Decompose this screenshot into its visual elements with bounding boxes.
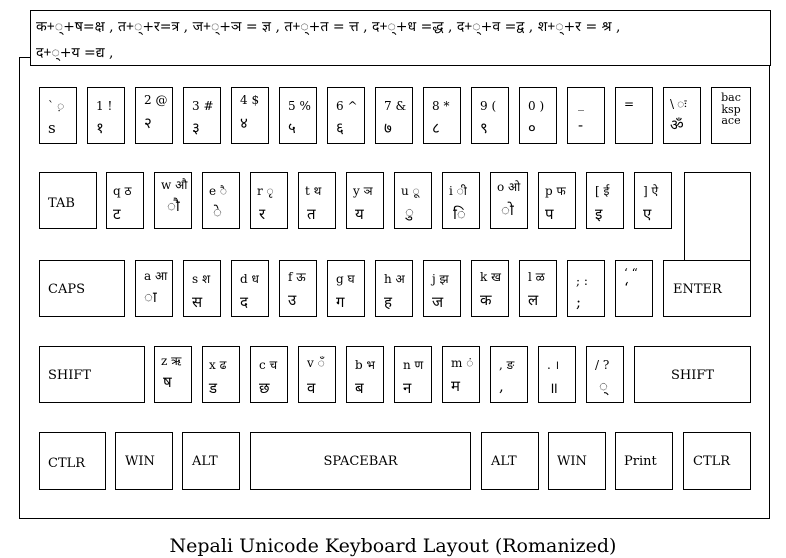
key-2[interactable] — [135, 87, 173, 144]
key-quote[interactable] — [615, 260, 653, 317]
key-bottom-label: १ — [96, 119, 104, 137]
conjunct-box — [30, 10, 771, 66]
shift-right-label: SHIFT — [670, 368, 715, 383]
key-top-label: ‘ “ — [624, 266, 638, 280]
key-top-label: t थ — [305, 184, 322, 198]
key-top-label: k ख — [480, 270, 501, 284]
win-right-key[interactable] — [548, 432, 606, 490]
backspace-label: bac ksp ace — [721, 91, 741, 128]
key-s[interactable] — [183, 260, 221, 317]
key-bottom-label: य — [355, 205, 364, 223]
conjunct-line-1: क+्+ष=क्ष , त+्+र=त्र , ज+्+ञ = ज्ञ , त+्+त = त्त , द+्+ध =द्ध , द+्+व =द्व , श+्+र = श्र , — [36, 19, 621, 35]
key-top-label: b भ — [355, 358, 375, 372]
figure-caption: Nepali Unicode Keyboard Layout (Romanized) — [169, 535, 617, 557]
key-o[interactable] — [490, 172, 528, 229]
conjunct-line-2: द+्+य =द्य , — [36, 45, 114, 61]
key-top-label: \ ः — [670, 97, 687, 111]
key-top-label: s श — [192, 272, 211, 286]
key-top-label: o ओ — [497, 180, 521, 194]
key-t[interactable] — [298, 172, 336, 229]
key-bottom-label: ३ — [192, 119, 200, 137]
key-6[interactable] — [327, 87, 365, 144]
key-equals[interactable] — [615, 87, 653, 144]
key-bottom-label: ‘ — [624, 279, 629, 297]
key-p[interactable] — [538, 172, 576, 229]
key-bottom-label: ८ — [432, 119, 440, 137]
key-top-label: 1 ! — [96, 99, 113, 113]
key-top-label: g घ — [336, 272, 355, 286]
key-bottom-label: २ — [144, 114, 152, 132]
key-bottom-label: म — [451, 377, 460, 395]
key-bottom-label: ० — [528, 119, 536, 137]
backspace-key[interactable] — [711, 87, 751, 144]
key-top-label: 4 $ — [240, 93, 260, 107]
key-top-label: i ी — [449, 184, 467, 198]
key-l[interactable] — [519, 260, 557, 317]
caps-key[interactable] — [39, 260, 125, 317]
key-bottom-label: छ — [259, 379, 270, 397]
key-bottom-label: े — [213, 203, 222, 221]
key-top-label: ] ऐ — [643, 184, 659, 198]
key-r[interactable] — [250, 172, 288, 229]
key-bottom-label: ६ — [336, 119, 344, 137]
key-top-label: d ध — [240, 272, 259, 286]
key-3[interactable] — [183, 87, 221, 144]
print-label: Print — [624, 454, 657, 469]
key-bottom-label: ड — [209, 379, 218, 397]
key-i[interactable] — [442, 172, 480, 229]
key-bottom-label: ४ — [240, 114, 248, 132]
key-g[interactable] — [327, 260, 365, 317]
key-bottom-label: s — [48, 119, 56, 137]
key-top-label: n ण — [403, 358, 424, 372]
key-top-label: 7 & — [384, 99, 407, 113]
key-top-label: 9 ( — [480, 99, 497, 113]
key-a[interactable] — [135, 260, 173, 317]
key-top-label: w औ — [161, 178, 188, 192]
ctrl-right-label: CTLR — [693, 454, 731, 469]
key-bottom-label: प — [545, 205, 554, 223]
key-top-label: y ञ — [353, 184, 373, 198]
key-b[interactable] — [346, 346, 384, 403]
key-bottom-label: ९ — [480, 119, 488, 137]
tab-key-label: TAB — [48, 196, 75, 211]
key-left-bracket[interactable] — [586, 172, 624, 229]
win-right-label: WIN — [557, 454, 587, 469]
key-top-label: [ ई — [595, 184, 610, 198]
key-top-label: 0 ) — [528, 99, 545, 113]
key-x[interactable] — [202, 346, 240, 403]
key-bottom-label: ौ — [167, 197, 180, 215]
key-9[interactable] — [471, 87, 509, 144]
key-right-bracket[interactable] — [634, 172, 672, 229]
key-top-label: v ँ — [307, 356, 325, 370]
key-period[interactable] — [538, 346, 576, 403]
key-z[interactable] — [154, 346, 192, 403]
key-j[interactable] — [423, 260, 461, 317]
key-m[interactable] — [442, 346, 480, 403]
key-k[interactable] — [471, 260, 509, 317]
key-5[interactable] — [279, 87, 317, 144]
key-bottom-label: त — [307, 205, 316, 223]
key-bottom-label: र — [259, 205, 266, 223]
key-top-label: a आ — [144, 269, 168, 283]
key-8[interactable] — [423, 87, 461, 144]
key-d[interactable] — [231, 260, 269, 317]
key-top-label: c च — [259, 358, 278, 372]
enter-key-label: ENTER — [673, 282, 722, 297]
key-top-label: h अ — [384, 272, 405, 286]
alt-right-label: ALT — [491, 454, 517, 469]
key-top-label: j झ — [432, 272, 449, 286]
key-c[interactable] — [250, 346, 288, 403]
key-top-label: ` ़ — [48, 99, 65, 113]
shift-left-key[interactable] — [39, 346, 145, 403]
key-top-label: _ — [578, 97, 584, 111]
alt-right-key[interactable] — [481, 432, 539, 490]
key-minus[interactable] — [567, 87, 605, 144]
key-top-label: 3 # — [192, 99, 214, 113]
key-top-label: , ङ — [499, 358, 515, 372]
key-bottom-label: ह — [384, 293, 392, 311]
key-comma[interactable] — [490, 346, 528, 403]
key-v[interactable] — [298, 346, 336, 403]
win-left-key[interactable] — [115, 432, 173, 490]
key-bottom-label: ् — [599, 377, 608, 395]
key-n[interactable] — [394, 346, 432, 403]
enter-key[interactable] — [663, 260, 751, 317]
key-bottom-label: - — [578, 116, 584, 134]
shift-right-key[interactable] — [634, 346, 751, 403]
key-top-label: = — [624, 97, 635, 111]
key-bottom-label: ७ — [384, 119, 392, 137]
key-backslash[interactable] — [663, 87, 701, 144]
key-y[interactable] — [346, 172, 384, 229]
key-bottom-label: , — [499, 377, 504, 395]
key-0[interactable] — [519, 87, 557, 144]
key-1[interactable] — [87, 87, 125, 144]
key-semicolon[interactable] — [567, 260, 605, 317]
key-bottom-label: ॐ — [670, 116, 684, 134]
key-f[interactable] — [279, 260, 317, 317]
key-bottom-label: द — [240, 293, 248, 311]
key-top-label: 6 ^ — [336, 99, 358, 113]
ctrl-left-label: CTLR — [48, 456, 86, 471]
key-top-label: z ऋ — [161, 354, 182, 368]
key-bottom-label: व — [307, 379, 316, 397]
key-top-label: / ? — [595, 358, 610, 372]
key-bottom-label: ा — [144, 288, 157, 306]
key-bottom-label: ो — [501, 201, 514, 219]
key-top-label: 8 * — [432, 99, 450, 113]
key-top-label: m ं — [451, 356, 474, 370]
key-bottom-label: ु — [405, 203, 414, 221]
key-bottom-label: ट — [113, 205, 121, 223]
key-top-label: . । — [547, 358, 560, 372]
key-bottom-label: ग — [336, 293, 345, 311]
key-bottom-label: ि — [453, 205, 466, 223]
tab-key[interactable] — [39, 172, 97, 229]
key-bottom-label: न — [403, 379, 412, 397]
win-left-label: WIN — [125, 454, 155, 469]
key-backtick[interactable] — [39, 87, 77, 144]
key-bottom-label: ५ — [288, 119, 296, 137]
key-e[interactable] — [202, 172, 240, 229]
key-top-label: f ऊ — [288, 270, 306, 284]
key-bottom-label: ल — [528, 291, 539, 309]
key-top-label: 5 % — [288, 99, 311, 113]
key-slash[interactable] — [586, 346, 624, 403]
key-bottom-label: ज — [432, 293, 444, 311]
key-bottom-label: इ — [595, 205, 603, 223]
alt-left-key[interactable] — [182, 432, 240, 490]
key-top-label: 2 @ — [144, 93, 168, 107]
key-top-label: q ठ — [113, 184, 132, 198]
key-top-label: p फ — [545, 184, 566, 198]
key-bottom-label: उ — [288, 291, 297, 309]
key-w[interactable] — [154, 172, 192, 229]
key-bottom-label: ; — [576, 293, 582, 311]
ctrl-left-key[interactable] — [39, 432, 106, 490]
key-top-label: u ू — [401, 184, 420, 198]
key-top-label: e ै — [209, 184, 228, 198]
key-bottom-label: ष — [163, 373, 172, 391]
spacebar-key[interactable] — [250, 432, 471, 490]
key-bottom-label: ब — [355, 379, 364, 397]
key-top-label: x ढ — [209, 358, 227, 372]
key-bottom-label: ए — [643, 205, 652, 223]
caps-key-label: CAPS — [48, 282, 85, 297]
key-h[interactable] — [375, 260, 413, 317]
alt-left-label: ALT — [192, 454, 218, 469]
key-4[interactable] — [231, 87, 269, 144]
key-top-label: ; : — [576, 274, 588, 288]
enter-key-upper[interactable] — [684, 172, 751, 260]
key-top-label: l ळ — [528, 270, 545, 284]
key-bottom-label: क — [480, 291, 492, 309]
key-bottom-label: ॥ — [549, 379, 558, 397]
spacebar-label: SPACEBAR — [323, 454, 398, 469]
shift-left-label: SHIFT — [48, 368, 92, 383]
key-q[interactable] — [106, 172, 144, 229]
key-7[interactable] — [375, 87, 413, 144]
key-top-label: r ृ — [257, 184, 274, 198]
key-u[interactable] — [394, 172, 432, 229]
ctrl-right-key[interactable] — [683, 432, 751, 490]
key-bottom-label: स — [192, 293, 203, 311]
print-key[interactable] — [615, 432, 673, 490]
